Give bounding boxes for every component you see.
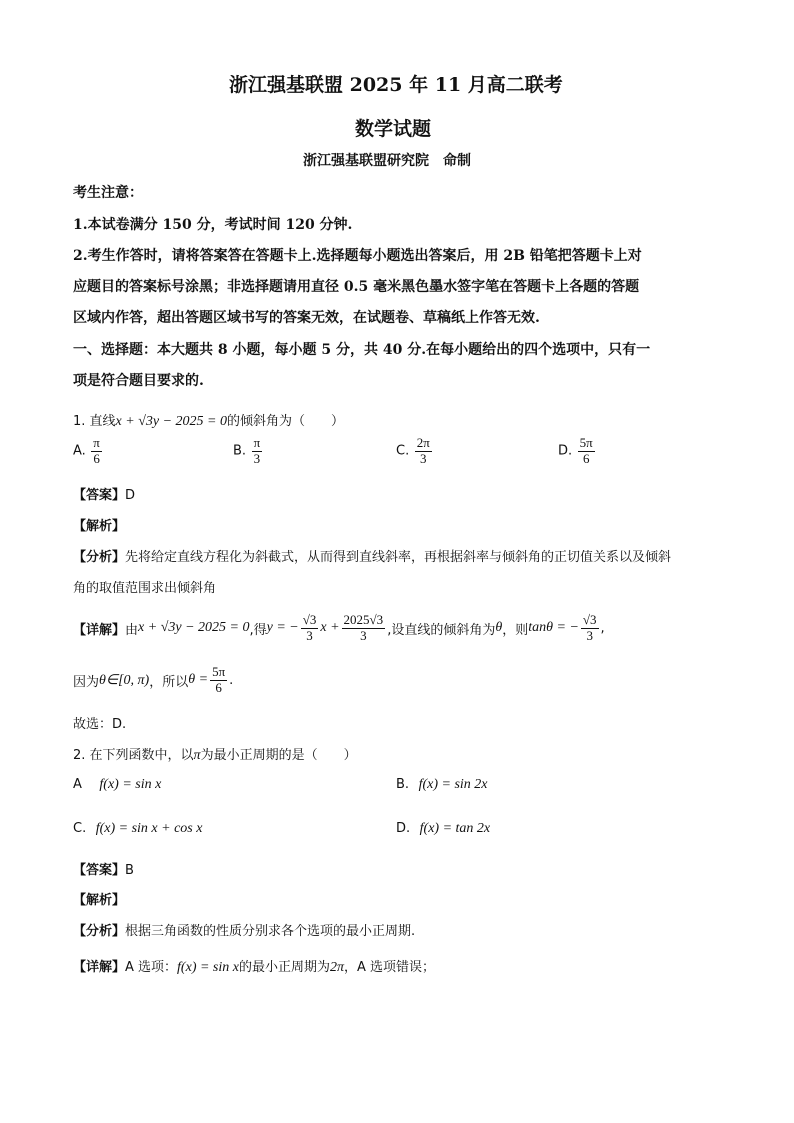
option-expression: f(x) = tan 2x <box>419 821 491 836</box>
option-fraction <box>578 436 595 467</box>
answer-value: B <box>125 863 134 878</box>
fenxi-tag: 【分析】 <box>73 924 126 939</box>
fraction-denominator: 6 <box>582 450 590 466</box>
detail-text: ，则 <box>502 622 529 638</box>
detail-tag: 【详解】 <box>73 622 126 638</box>
section-heading-line-2: 项是符合题目要求的. <box>73 373 204 389</box>
question-1-answer <box>73 484 135 503</box>
detail-equation: θ <box>495 620 503 636</box>
question-1-conclusion: 故选：D. <box>73 717 127 732</box>
exam-title: 浙江强基联盟 2025 年 11 月高二联考 <box>229 74 563 96</box>
option-label: A. <box>73 443 86 459</box>
question-2-analysis-tag: 【解析】 <box>73 893 126 908</box>
notice-item-2-line-3: 区域内作答，超出答题区域书写的答案无效，在试题卷、草稿纸上作答无效. <box>73 310 540 326</box>
question-2-detail <box>73 956 435 976</box>
detail-text: ,得 <box>249 622 267 638</box>
fraction-numerator: 5π <box>212 664 226 679</box>
subject-title: 数学试题 <box>355 118 432 140</box>
detail-equation: f(x) = sin x <box>177 960 239 975</box>
stem-text: 2. 在下列函数中，以 <box>73 748 194 763</box>
option-expression: f(x) = sin x <box>99 777 162 792</box>
question-1-option-c <box>396 436 434 467</box>
option-expression: f(x) = sin x + cos x <box>95 821 203 836</box>
detail-tag: 【详解】 <box>73 960 126 975</box>
fraction-denominator: 3 <box>420 450 427 466</box>
question-2-option-d <box>396 821 490 837</box>
detail-text: . <box>229 672 234 688</box>
question-1-number: 1. 直线 <box>73 414 116 429</box>
option-expression: f(x) = sin 2x <box>418 777 488 792</box>
question-2-option-a <box>73 777 161 793</box>
question-1-fenxi-line-2: 角的取值范围求出倾斜角 <box>73 581 217 596</box>
fenxi-text: 先将给定直线方程化为斜截式，从而得到直线斜率，再根据斜率与倾斜角的正切值关系以及倾斜 <box>125 550 672 565</box>
detail-text: , <box>600 620 605 636</box>
notice-heading: 考生注意： <box>73 185 143 201</box>
fraction-numerator: π <box>93 435 100 450</box>
detail-equation: y = − <box>266 620 299 636</box>
detail-text: ，所以 <box>149 674 189 690</box>
option-fraction <box>252 436 263 467</box>
option-fraction <box>91 436 102 467</box>
fraction-numerator: π <box>253 435 261 450</box>
fenxi-tag: 【分析】 <box>73 550 126 565</box>
detail-equation: 2π <box>330 960 345 975</box>
detail-text: ,设直线的倾斜角为 <box>387 622 496 638</box>
detail-text: A 选项： <box>125 960 178 975</box>
fraction-denominator: 6 <box>215 679 222 695</box>
notice-item-1: 1.本试卷满分 150 分，考试时间 120 分钟. <box>73 217 353 233</box>
option-label: B. <box>233 443 247 459</box>
stem-symbol: π <box>193 748 201 763</box>
question-1-fenxi-line-1 <box>73 546 671 565</box>
question-1-suffix: 的倾斜角为（ ） <box>227 414 345 429</box>
answer-tag: 【答案】 <box>73 488 126 503</box>
detail-equation: tanθ = − <box>528 620 579 636</box>
option-label: D. <box>396 821 411 836</box>
fraction-denominator: 6 <box>93 450 100 466</box>
question-1-because-line <box>73 665 233 696</box>
fenxi-text: 根据三角函数的性质分别求各个选项的最小正周期. <box>125 924 416 939</box>
detail-fraction <box>210 665 227 696</box>
notice-item-2-line-1: 2.考生作答时，请将答案答在答题卡上.选择题每小题选出答案后，用 2B 铅笔把答题卡上对 <box>73 248 642 264</box>
option-label: B. <box>396 777 410 792</box>
detail-equation: x + √3y − 2025 = 0 <box>138 620 250 636</box>
option-label: A <box>73 777 82 792</box>
question-1-option-a <box>73 436 104 467</box>
question-1-detail <box>73 613 605 644</box>
option-fraction <box>415 436 432 467</box>
question-2-fenxi <box>73 920 415 939</box>
notice-item-2-line-2: 应题目的答案标号涂黑；非选择题请用直径 0.5 毫米黑色墨水签字笔在答题卡上各题的答题 <box>73 279 640 295</box>
question-1-analysis-tag: 【解析】 <box>73 519 126 534</box>
author-line: 浙江强基联盟研究院 命制 <box>303 153 471 169</box>
answer-value: D <box>125 488 136 503</box>
fraction-denominator: 3 <box>253 450 261 466</box>
option-label: C. <box>73 821 87 836</box>
detail-fraction <box>342 613 386 644</box>
detail-text: 由 <box>125 622 139 638</box>
question-2-option-b <box>396 777 488 793</box>
detail-text: ，A 选项错误； <box>344 960 436 975</box>
question-1-stem <box>73 410 344 430</box>
fraction-numerator: 2025√3 <box>343 612 384 627</box>
detail-fraction <box>581 613 599 644</box>
question-1-option-b <box>233 436 264 467</box>
stem-text: 为最小正周期的是（ ） <box>200 748 357 763</box>
fraction-numerator: 5π <box>579 435 593 450</box>
question-1-option-d <box>558 436 597 467</box>
fraction-numerator: √3 <box>302 612 317 627</box>
detail-equation: θ = <box>188 672 209 688</box>
question-2-stem <box>73 744 357 764</box>
fraction-numerator: √3 <box>582 612 597 627</box>
detail-text: 的最小正周期为 <box>238 960 330 975</box>
detail-text: 因为 <box>73 674 100 690</box>
detail-fraction <box>301 613 319 644</box>
fraction-denominator: 3 <box>360 627 367 643</box>
detail-equation: x + <box>320 620 340 636</box>
fraction-denominator: 3 <box>306 627 313 643</box>
fraction-numerator: 2π <box>416 435 430 450</box>
question-2-answer <box>73 859 134 878</box>
detail-equation: θ∈[0, π) <box>99 672 150 688</box>
option-label: C. <box>396 443 410 459</box>
fraction-denominator: 3 <box>586 627 593 643</box>
question-2-option-c <box>73 821 202 837</box>
answer-tag: 【答案】 <box>73 863 126 878</box>
section-heading-line-1: 一、选择题：本大题共 8 小题，每小题 5 分，共 40 分.在每小题给出的四个选项中，只有一 <box>73 342 651 358</box>
question-1-equation: x + √3y − 2025 = 0 <box>115 414 227 429</box>
option-label: D. <box>558 443 573 459</box>
